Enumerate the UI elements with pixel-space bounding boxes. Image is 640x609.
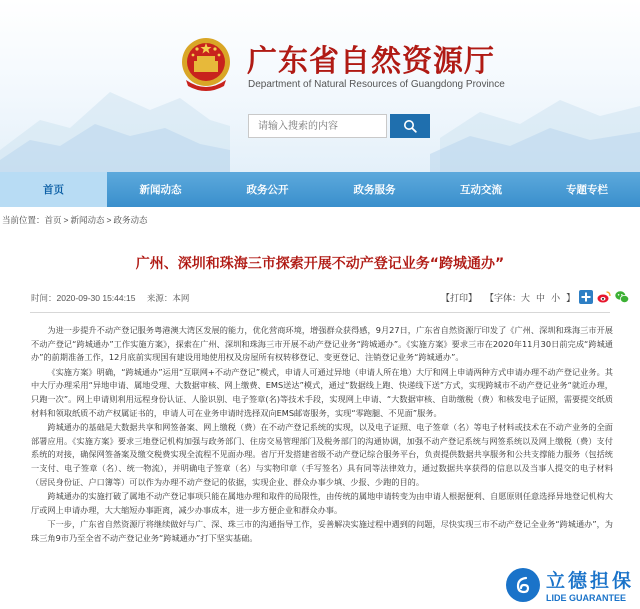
- search-button[interactable]: [390, 114, 430, 138]
- article-paragraph: 下一步，广东省自然资源厅将继续做好与广、深、珠三市的沟通指导工作，妥善解决实施过程中遇到的问题，尽快实现三市不动产登记全业务“跨城通办”，为珠三角9市乃至全省不动产登记业务“跨城通办”打下坚实基础。: [31, 519, 613, 543]
- font-size-label: 【字体：: [485, 292, 522, 303]
- article-tools: [441, 290, 629, 304]
- breadcrumb: [2, 214, 148, 226]
- weibo-share-icon[interactable]: [597, 290, 611, 304]
- lide-logo-icon: [506, 568, 540, 602]
- main-nav: [0, 172, 640, 207]
- article-paragraph: 跨城通办的实施打破了属地不动产登记事项只能在属地办理和取件的局限性，由传统的属地申请转变为由申请人根据便利、自愿原则任意选择异地登记机构大厅或网上申请办理，大大缩短办事距离，减少办事成本，进一步方便企业和群众办事。: [31, 491, 613, 515]
- font-small-link[interactable]: 小: [551, 292, 561, 303]
- breadcrumb-home[interactable]: 首页: [44, 215, 62, 225]
- breadcrumb-news[interactable]: 新闻动态: [70, 215, 105, 225]
- article-title: 广州、深圳和珠海三市探索开展不动产登记业务“跨城通办”: [135, 256, 505, 272]
- nav-gov-affairs-open[interactable]: 政务公开: [246, 184, 289, 196]
- site-subtitle: Department of Natural Resources of Guangdong Province: [248, 79, 505, 90]
- article-source: 来源：本网: [146, 293, 190, 303]
- nav-interaction[interactable]: 互动交流: [460, 184, 502, 196]
- nav-news[interactable]: 新闻动态: [139, 184, 182, 196]
- nav-gov-services[interactable]: 政务服务: [353, 184, 396, 196]
- search-input[interactable]: [248, 114, 387, 138]
- search-icon: [403, 119, 417, 133]
- article-body: [31, 324, 613, 547]
- article-meta: [31, 292, 198, 304]
- font-medium-link[interactable]: 中: [536, 292, 546, 303]
- nav-special-topics[interactable]: 专题专栏: [566, 184, 608, 196]
- breadcrumb-gov-news[interactable]: 政务动态: [113, 215, 148, 225]
- wechat-share-icon[interactable]: [615, 290, 629, 304]
- font-size-end: 】: [566, 292, 576, 303]
- article-paragraph: 《实施方案》明确，“跨城通办”运用“互联网+不动产登记”模式，申请人可通过异地（申请人所在地）大厅和网上申请两种方式申请办理不动产登记业务。其中大厅办理采用“异地申请、属地受理、大数据审核、网上缴费、EMS送达”模式，通过“数据线上跑、快递线下送”方式，实现跨城市不动产登记业务“就近办理，只跑一次”。网上申请则利用远程身份认证、人脸识别、电子签章(名)等技术手段，实现网上申请、“大数据审核、自助缴税（费）和核发电子证照，需要提交纸质材料和领取纸质不动产权属证书的，申请人可在业务申请时选择双向EMS邮寄服务，实现“零跑腿、不见面”服务。: [31, 366, 613, 418]
- article-divider: [30, 312, 610, 313]
- publish-time: 时间：2020-09-30 15:44:15: [31, 293, 136, 303]
- nav-home[interactable]: 首页: [0, 172, 107, 207]
- article-paragraph: 为进一步提升不动产登记服务粤港澳大湾区发展的能力，优化营商环境，增强群众获得感，9月27日，广东省自然资源厅印发了《广州、深圳和珠海三市开展不动产登记“跨城通办”工作实施方案》，探索在广州、深圳和珠海三市开展不动产登记业务“跨城通办”。《实施方案》要求三市在2020年11月30日前完成“跨城通办”的前期准备工作，12月底前实现国有建设用地使用权及房屋所有权转移登记、变更登记、注销登记业务“跨城通办”。: [31, 325, 613, 363]
- national-emblem-icon: [178, 34, 234, 94]
- font-large-link[interactable]: 大: [521, 292, 531, 303]
- site-header: [0, 0, 640, 172]
- breadcrumb-separator: >: [106, 215, 112, 225]
- watermark-cn: 立德担保: [546, 570, 635, 592]
- breadcrumb-separator: >: [63, 215, 69, 225]
- breadcrumb-prefix: 当前位置：: [2, 215, 45, 225]
- share-plus-icon[interactable]: [579, 290, 593, 304]
- watermark-en: LIDE GUARANTEE: [546, 593, 627, 603]
- lide-guarantee-watermark: [506, 560, 640, 609]
- article-paragraph: 跨城通办的基础是大数据共享和网签备案、网上缴税（费）在不动产登记系统的实现，以及电子证照、电子签章（名）等电子材料或技术在不动产业务的全面部署应用。《实施方案》要求三地登记机构加强与政务部门、住房交易管理部门及税务部门的沟通协调，加强不动产登记系统与网签系统以及网上缴税（费）支付系统的对接，确保网签备案及缴交税费实现全流程不见面办理。省厅开发搭建省级不动产登记综合服务平台，负责提供数据共享服务和公共支撑能力服务（包括统一支付、电子签章（名）、统一物流），并明确电子签章（名）与实物印章（手写签名）具有同等法律效力，通过数据共享获得的信息以及当事人提交的电子材料（居民身份证、户口簿等）可以作为办理不动产登记的依据，实现企业、群众办事少填、少报、少跑的目的。: [31, 422, 613, 487]
- print-link[interactable]: 【打印】: [441, 292, 478, 303]
- site-title: 广东省自然资源厅: [247, 44, 495, 79]
